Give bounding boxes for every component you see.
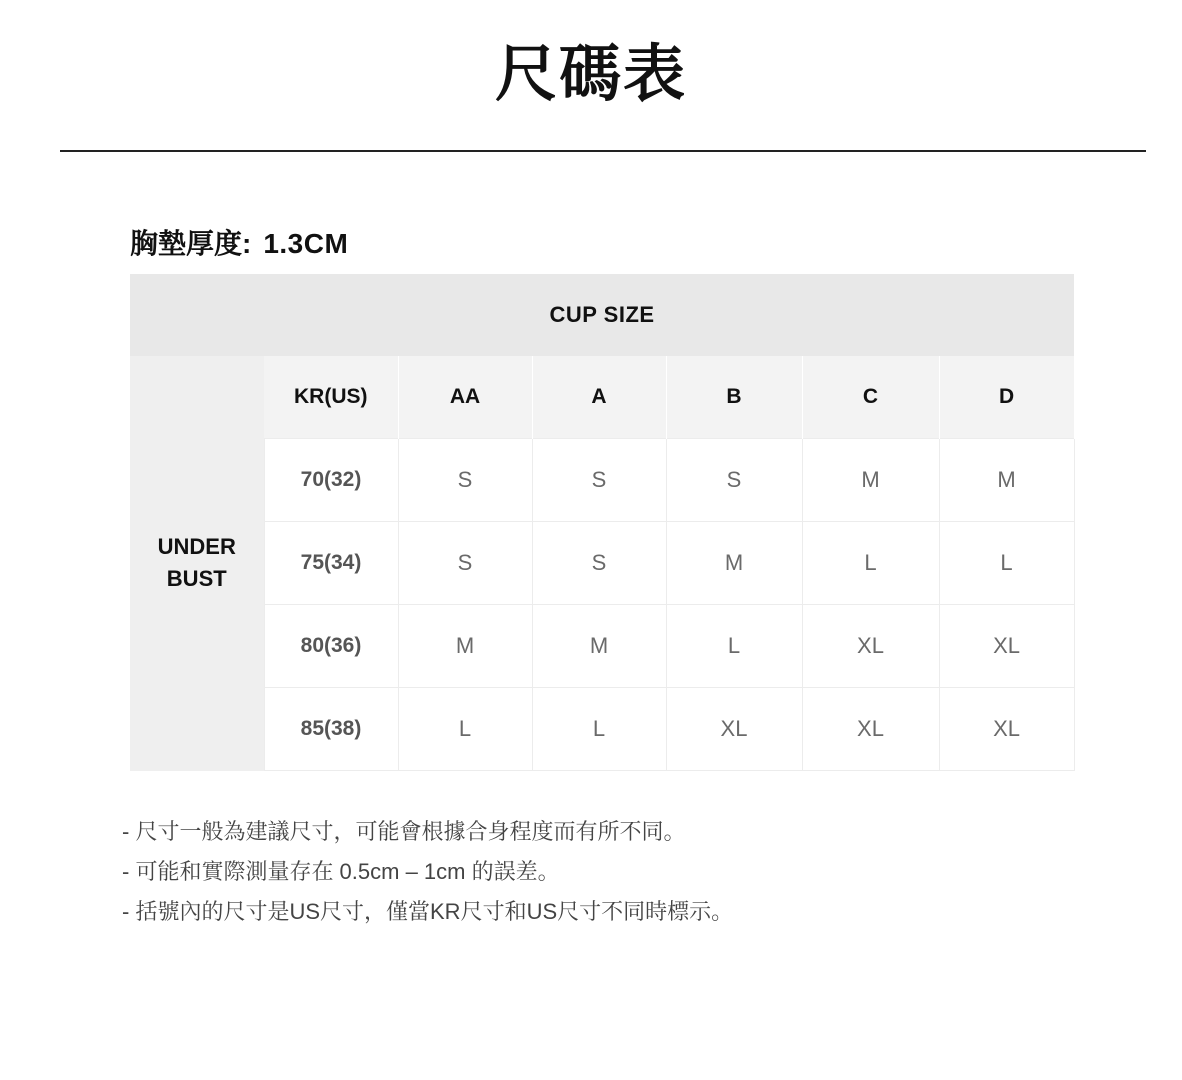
band-size-cell: 80(36) — [264, 605, 398, 688]
table-row — [130, 605, 1074, 688]
cup-size-header-row — [130, 274, 1074, 356]
under-bust-label — [130, 356, 264, 771]
size-cell: L — [666, 605, 802, 688]
pad-thickness — [130, 224, 348, 264]
size-cell: S — [398, 522, 532, 605]
size-cell: XL — [939, 605, 1074, 688]
size-cell: S — [666, 439, 802, 522]
size-cell: S — [532, 522, 666, 605]
band-size-cell: 75(34) — [264, 522, 398, 605]
size-cell: L — [802, 522, 939, 605]
size-cell: S — [398, 439, 532, 522]
note-fit: - 尺寸一般為建議尺寸，可能會根據合身程度而有所不同。 — [122, 819, 686, 844]
size-cell: M — [802, 439, 939, 522]
pad-thickness-label: 胸墊厚度: — [130, 228, 252, 259]
size-cell: XL — [802, 605, 939, 688]
size-cell: L — [532, 688, 666, 771]
column-header-b: B — [666, 356, 802, 439]
column-header-aa: AA — [398, 356, 532, 439]
band-size-cell: 70(32) — [264, 439, 398, 522]
column-header-a: A — [532, 356, 666, 439]
table-row — [130, 439, 1074, 522]
table-row — [130, 688, 1074, 771]
size-cell: XL — [802, 688, 939, 771]
size-chart-table — [130, 274, 1075, 771]
size-cell: M — [939, 439, 1074, 522]
title-divider — [60, 150, 1146, 152]
size-cell: M — [398, 605, 532, 688]
size-cell: L — [398, 688, 532, 771]
size-cell: L — [939, 522, 1074, 605]
notes-list — [122, 812, 733, 932]
size-cell: XL — [666, 688, 802, 771]
pad-thickness-value: 1.3CM — [263, 228, 349, 259]
under-bust-line-1: UNDER — [157, 534, 236, 560]
size-cell: S — [532, 439, 666, 522]
band-size-cell: 85(38) — [264, 688, 398, 771]
note-us-size: - 括號內的尺寸是US尺寸，僅當KR尺寸和US尺寸不同時標示。 — [122, 899, 734, 924]
cup-size-header: CUP SIZE — [130, 274, 1074, 356]
column-header-c: C — [802, 356, 939, 439]
size-cell: XL — [939, 688, 1074, 771]
size-cell: M — [532, 605, 666, 688]
column-header-band: KR(US) — [264, 356, 398, 439]
table-row — [130, 522, 1074, 605]
size-cell: M — [666, 522, 802, 605]
note-measurement-error: - 可能和實際測量存在 0.5cm – 1cm 的誤差。 — [122, 859, 560, 884]
column-header-row — [130, 356, 1074, 439]
page-title: 尺碼表 — [494, 40, 687, 109]
column-header-d: D — [939, 356, 1074, 439]
under-bust-line-2: BUST — [166, 566, 227, 592]
